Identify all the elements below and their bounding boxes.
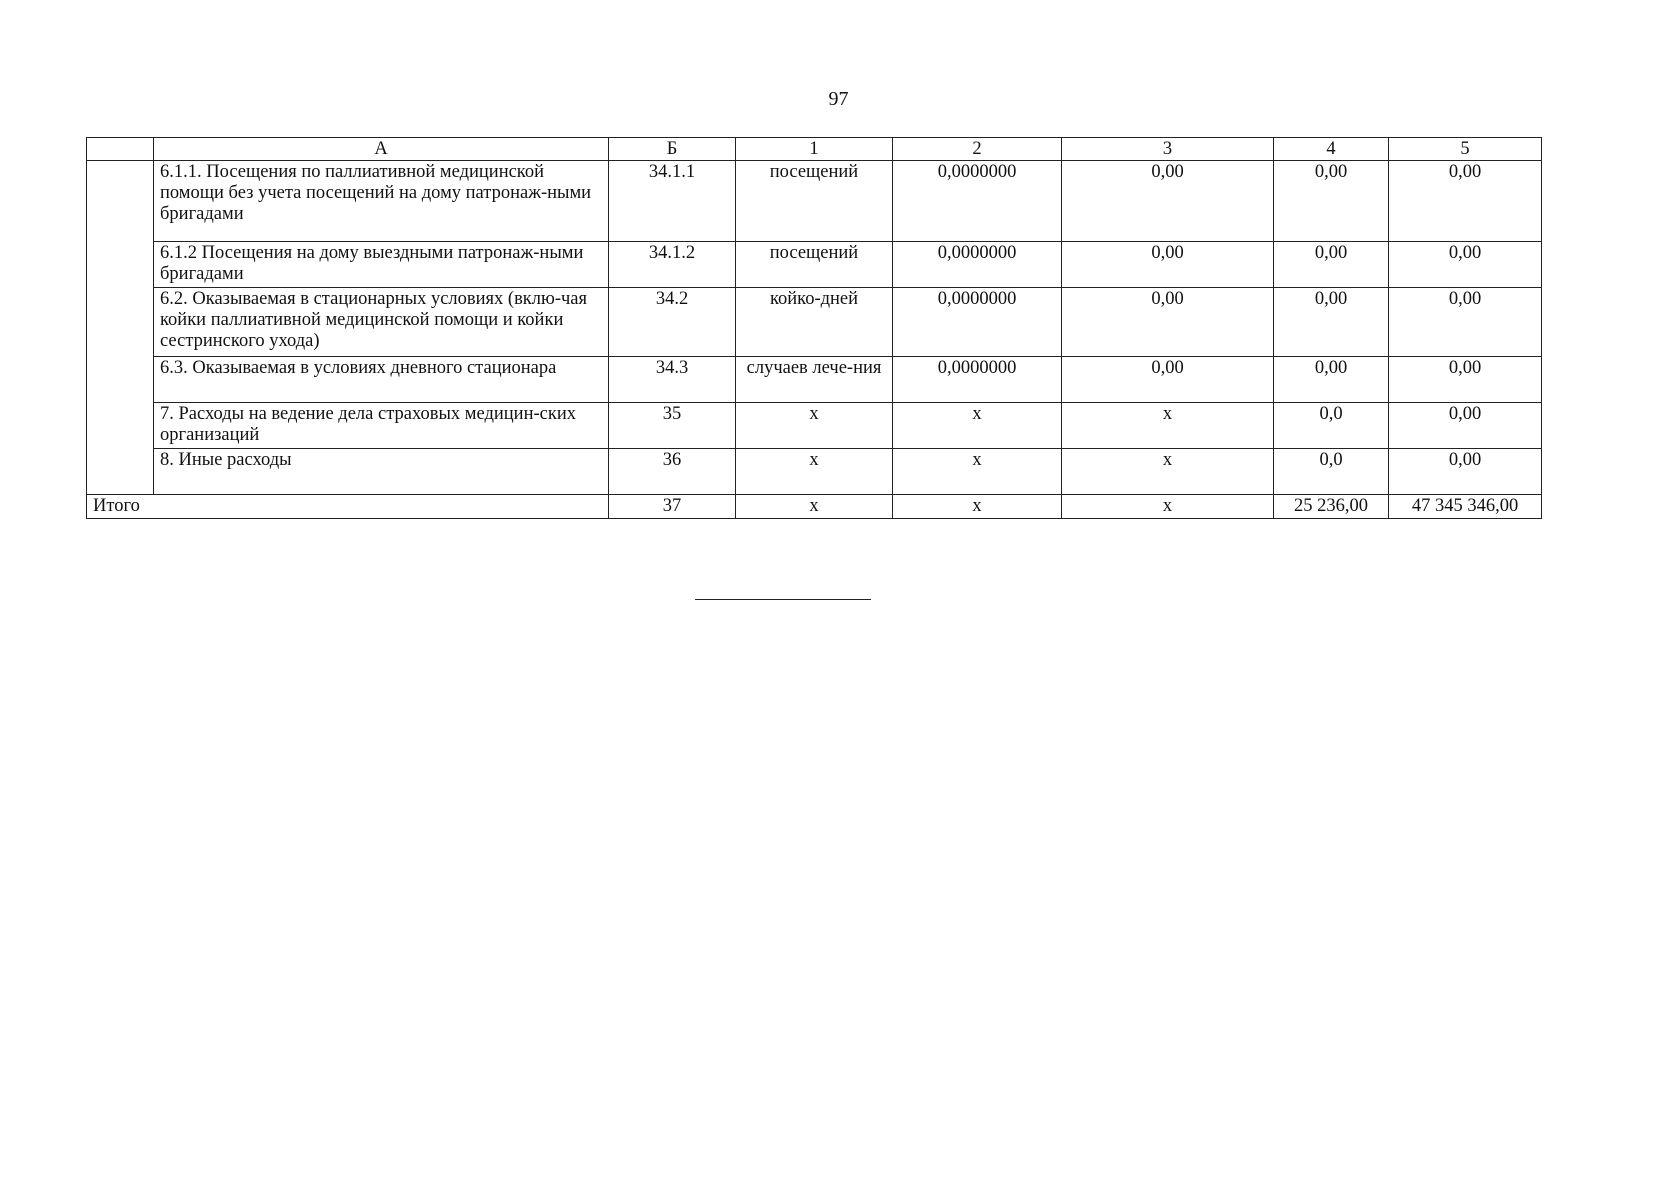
row-name: 6.1.1. Посещения по паллиативной медицинской помощи без учета посещений на дому патронаж-ными бригадами bbox=[154, 161, 609, 242]
total-line-number: 37 bbox=[609, 495, 736, 519]
row-col-5: 0,00 bbox=[1389, 357, 1542, 403]
row-name: 8. Иные расходы bbox=[154, 449, 609, 495]
row-col-5: 0,00 bbox=[1389, 403, 1542, 449]
header-cell-3: 3 bbox=[1062, 138, 1274, 161]
table-row bbox=[87, 161, 1542, 242]
group-cell bbox=[87, 161, 154, 495]
row-line-number: 36 bbox=[609, 449, 736, 495]
table-row bbox=[87, 357, 1542, 403]
row-name: 6.2. Оказываемая в стационарных условиях (вклю-чая койки паллиативной медицинской помощи и койки сестринского ухода) bbox=[154, 288, 609, 357]
header-cell-a: А bbox=[154, 138, 609, 161]
row-col-2: х bbox=[893, 449, 1062, 495]
row-line-number: 34.1.2 bbox=[609, 242, 736, 288]
row-unit: случаев лече-ния bbox=[736, 357, 893, 403]
row-col-2: 0,0000000 bbox=[893, 357, 1062, 403]
row-col-4: 0,00 bbox=[1274, 161, 1389, 242]
table-header-row bbox=[87, 138, 1542, 161]
row-col-3: х bbox=[1062, 403, 1274, 449]
row-col-5: 0,00 bbox=[1389, 161, 1542, 242]
page-number: 97 bbox=[828, 88, 849, 110]
row-line-number: 35 bbox=[609, 403, 736, 449]
row-name: 6.3. Оказываемая в условиях дневного стационара bbox=[154, 357, 609, 403]
total-col-5: 47 345 346,00 bbox=[1389, 495, 1542, 519]
row-col-5: 0,00 bbox=[1389, 242, 1542, 288]
total-col-3: х bbox=[1062, 495, 1274, 519]
total-col-4: 25 236,00 bbox=[1274, 495, 1389, 519]
table-row bbox=[87, 449, 1542, 495]
row-line-number: 34.3 bbox=[609, 357, 736, 403]
table-row bbox=[87, 288, 1542, 357]
total-unit: х bbox=[736, 495, 893, 519]
total-label: Итого bbox=[87, 495, 609, 519]
row-name: 6.1.2 Посещения на дому выездными патронаж-ными бригадами bbox=[154, 242, 609, 288]
row-col-4: 0,0 bbox=[1274, 403, 1389, 449]
total-col-2: х bbox=[893, 495, 1062, 519]
row-unit: посещений bbox=[736, 161, 893, 242]
row-line-number: 34.1.1 bbox=[609, 161, 736, 242]
row-col-3: 0,00 bbox=[1062, 357, 1274, 403]
row-line-number: 34.2 bbox=[609, 288, 736, 357]
row-col-4: 0,00 bbox=[1274, 242, 1389, 288]
header-cell-blank bbox=[87, 138, 154, 161]
row-unit: посещений bbox=[736, 242, 893, 288]
row-col-2: 0,0000000 bbox=[893, 242, 1062, 288]
total-row bbox=[87, 495, 1542, 519]
row-col-4: 0,00 bbox=[1274, 288, 1389, 357]
header-cell-2: 2 bbox=[893, 138, 1062, 161]
row-unit: х bbox=[736, 403, 893, 449]
header-cell-4: 4 bbox=[1274, 138, 1389, 161]
table-row bbox=[87, 403, 1542, 449]
row-name: 7. Расходы на ведение дела страховых медицин-ских организаций bbox=[154, 403, 609, 449]
row-col-4: 0,0 bbox=[1274, 449, 1389, 495]
table-row bbox=[87, 242, 1542, 288]
row-col-2: х bbox=[893, 403, 1062, 449]
row-col-5: 0,00 bbox=[1389, 288, 1542, 357]
row-col-2: 0,0000000 bbox=[893, 288, 1062, 357]
row-col-3: 0,00 bbox=[1062, 288, 1274, 357]
row-col-3: 0,00 bbox=[1062, 161, 1274, 242]
end-separator-line bbox=[695, 599, 871, 600]
row-col-3: х bbox=[1062, 449, 1274, 495]
row-unit: койко-дней bbox=[736, 288, 893, 357]
row-col-5: 0,00 bbox=[1389, 449, 1542, 495]
row-unit: х bbox=[736, 449, 893, 495]
header-cell-b: Б bbox=[609, 138, 736, 161]
header-cell-5: 5 bbox=[1389, 138, 1542, 161]
header-cell-1: 1 bbox=[736, 138, 893, 161]
row-col-2: 0,0000000 bbox=[893, 161, 1062, 242]
cost-table bbox=[86, 137, 1542, 519]
row-col-3: 0,00 bbox=[1062, 242, 1274, 288]
row-col-4: 0,00 bbox=[1274, 357, 1389, 403]
